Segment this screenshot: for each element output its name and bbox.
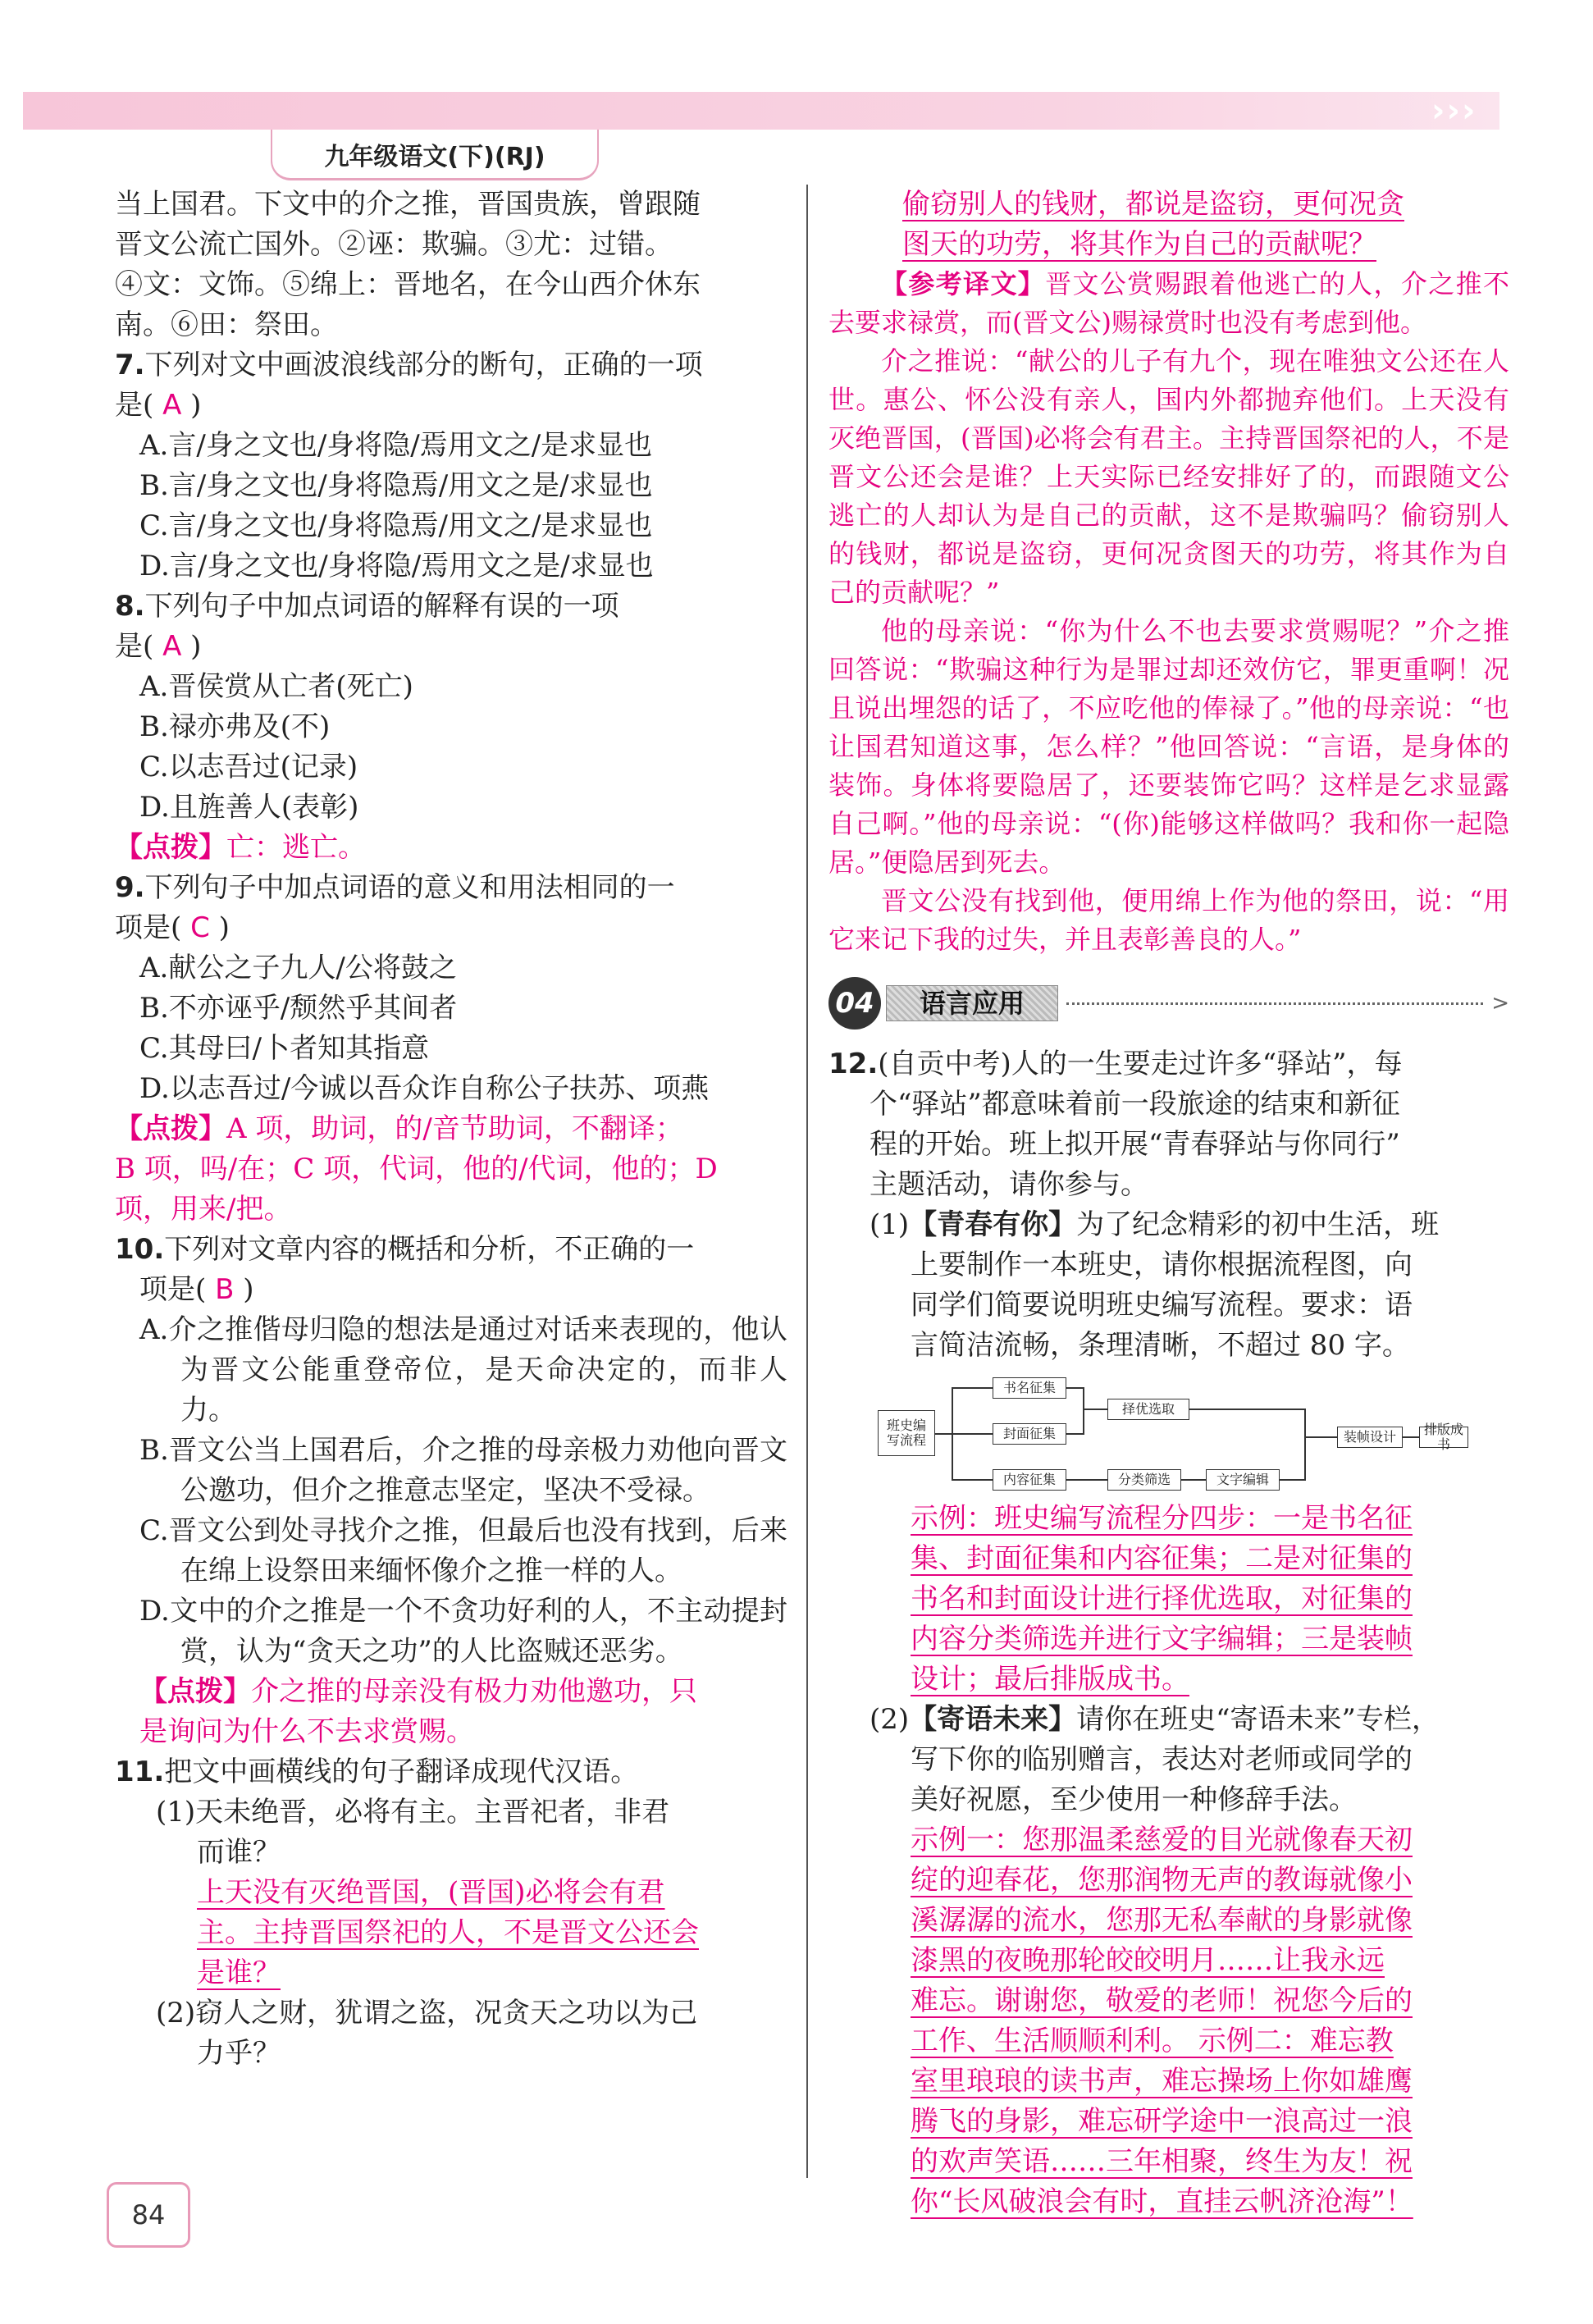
intro-line: 当上国君。下文中的介之推，晋国贵族，曾跟随: [115, 188, 701, 221]
answer-line: 工作、生活顺顺利利。 示例二：难忘教: [911, 2025, 1394, 2057]
option-a: A.介之推偕母归隐的想法是通过对话来表现的，他认为晋文公能重登帝位，是天命决定的，而非人力。: [139, 1313, 787, 1427]
stem-text: ): [190, 389, 202, 422]
sub-question-2: 美好祝愿，至少使用一种修辞手法。: [911, 1783, 1357, 1816]
stem-text: ): [218, 911, 230, 944]
answer-line: 你“长风破浪会有时，直挂云帆济沧海”！: [911, 2185, 1413, 2218]
sub-question-2: (2)窃人之财，犹谓之盗，况贪天之功以为己: [156, 1997, 698, 2030]
flow-connector: [1403, 1436, 1419, 1438]
option-b: B.言/身之文也/身将隐焉/用文之是/求显也: [139, 469, 653, 502]
flow-node: 文字编辑: [1206, 1469, 1280, 1491]
tip-text: 项，用来/把。: [115, 1193, 292, 1226]
tip-text: 是询问为什么不去求赏赐。: [139, 1715, 474, 1748]
option-c: C.晋文公到处寻找介之推，但最后也没有找到，后来在绵上设祭田来缅怀像介之推一样的人。: [139, 1514, 787, 1587]
intro-line: ④文：文饰。⑤绵上：晋地名，在今山西介休东: [115, 268, 701, 301]
flow-connector: [1280, 1479, 1304, 1481]
sub-question-1: 而谁？: [197, 1836, 281, 1869]
stem-text: 项是(: [139, 1273, 207, 1306]
answer-line: 内容分类筛选并进行文字编辑；三是装帧: [911, 1623, 1413, 1655]
answer-line: 主。主持晋国祭祀的人，不是晋文公还会: [197, 1916, 699, 1949]
stem-text: ): [243, 1273, 254, 1306]
stem-text: 是(: [115, 630, 154, 663]
question-number: 8.: [115, 590, 145, 623]
section-number-badge: 04: [828, 977, 881, 1030]
answer-line: 难忘。谢谢您，敬爱的老师！祝您今后的: [911, 1984, 1413, 2017]
flow-connector: [1066, 1479, 1107, 1481]
flow-node: 书名征集: [993, 1377, 1066, 1399]
answer-line: 示例：班史编写流程分四步：一是书名征: [911, 1502, 1413, 1535]
option-b: B.禄亦弗及(不): [139, 710, 331, 743]
question-number: 9.: [115, 871, 145, 904]
question-10: [115, 1230, 787, 1752]
translation-tag: 【参考译文】: [881, 268, 1046, 299]
intro-line: 晋文公流亡国外。②诬：欺骗。③尤：过错。: [115, 228, 673, 261]
flow-node: 排版成书: [1419, 1427, 1468, 1448]
sub-tag: 【青春有你】: [909, 1208, 1077, 1241]
translation-paragraph: 晋文公赏赐跟着他逃亡的人，介之推不去要求禄赏，而(晋文公)赐禄赏时也没有考虑到他。: [828, 268, 1509, 338]
option-d: D.且旌善人(表彰): [139, 791, 359, 824]
arrow-right-icon: >: [1491, 990, 1509, 1016]
answer-choice: B: [215, 1273, 235, 1306]
answer-line: 集、封面征集和内容征集；二是对征集的: [911, 1542, 1413, 1575]
answer-line: 室里琅琅的读书声，难忘操场上你如雄鹰: [911, 2065, 1413, 2098]
flow-connector: [1066, 1387, 1083, 1389]
option-c: C.言/身之文也/身将隐焉/用文之/是求显也: [139, 509, 653, 542]
sub-question-1: 言简洁流畅，条理清晰，不超过 80 字。: [911, 1329, 1410, 1362]
answer-line: 漆黑的夜晚那轮皎皎明月……让我永远: [911, 1944, 1385, 1977]
answer-line: 的欢声笑语……三年相聚，终生为友！祝: [911, 2145, 1413, 2178]
option-c: C.其母曰/卜者知其指意: [139, 1032, 430, 1065]
flow-connector: [1189, 1409, 1304, 1410]
sub-question-1: 同学们简要说明班史编写流程。要求：语: [911, 1289, 1413, 1322]
header-band: [23, 92, 1499, 130]
page-header-title: 九年级语文(下)(RJ): [271, 130, 599, 180]
tip-text: 介之推的母亲没有极力劝他邀功，只: [251, 1675, 697, 1708]
sub-label: (1): [870, 1208, 910, 1241]
answer-choice: C: [190, 911, 210, 944]
left-column: [115, 185, 787, 2074]
question-number: 12.: [828, 1048, 879, 1080]
translation-paragraph: 晋文公没有找到他，便用绵上作为他的祭田，说：“用它来记下我的过失，并且表彰善良的人。”: [828, 885, 1509, 955]
question-8: [115, 587, 787, 868]
intro-line: 南。⑥田：祭田。: [115, 308, 338, 341]
flow-connector: [935, 1433, 952, 1435]
question-stem: 程的开始。班上拟开展“青春驿站与你同行”: [870, 1128, 1400, 1161]
flow-node: 封面征集: [993, 1423, 1066, 1445]
sub-question-2: 请你在班史“寄语未来”专栏，: [1076, 1703, 1440, 1736]
flow-connector: [1304, 1409, 1306, 1481]
option-d: D.以志吾过/今诚以吾众诈自称公子扶苏、项燕: [139, 1072, 710, 1105]
flowchart: [878, 1376, 1468, 1491]
stem-text: ): [190, 630, 202, 663]
section-divider: [1066, 1002, 1483, 1005]
question-number: 7.: [115, 349, 145, 381]
question-stem: 把文中画横线的句子翻译成现代汉语。: [164, 1756, 639, 1788]
answer-line: 腾飞的身影，难忘研学途中一浪高过一浪: [911, 2105, 1413, 2138]
translation-paragraph: 他的母亲说：“你为什么不也去要求赏赐呢？”介之推回答说：“欺骗这种行为是罪过却还效仿它，罪更重啊！况且说出埋怨的话了，不应吃他的俸禄了。”他的母亲说：“也让国君知道这事，怎么样？”他回答说：“言语，是身体的装饰。身体将要隐居了，还要装饰它吗？这样是乞求显露自己啊。”他的母亲说：“(你)能够这样做吗？我和你一起隐居。”便隐居到死去。: [828, 615, 1509, 878]
question-number: 10.: [115, 1233, 165, 1266]
answer-line: 偷窃别人的钱财，都说是盗窃，更何况贪: [902, 188, 1404, 221]
option-c: C.以志吾过(记录): [139, 751, 358, 783]
sub-label: (2): [870, 1703, 910, 1736]
answer-line: 设计；最后排版成书。: [911, 1663, 1189, 1696]
tip-text: A 项，助词，的/音节助词，不翻译；: [226, 1112, 683, 1145]
answer-choice: A: [162, 389, 182, 422]
question-stem: (自贡中考)人的一生要走过许多“驿站”，每: [878, 1048, 1403, 1080]
option-d: D.文中的介之推是一个不贪功好利的人，不主动提封赏，认为“贪天之功”的人比盗贼还恶劣。: [139, 1595, 787, 1668]
answer-line: 示例一：您那温柔慈爱的目光就像春天初: [911, 1824, 1413, 1856]
flow-node: 内容征集: [993, 1469, 1066, 1491]
stem-text: 是(: [115, 389, 154, 422]
option-b: B.晋文公当上国君后，介之推的母亲极力劝他向晋文公邀功，但介之推意志坚定，坚决不受禄。: [139, 1434, 787, 1507]
answer-line: 上天没有灭绝晋国，(晋国)必将会有君: [197, 1876, 665, 1909]
tip-tag: 【点拨】: [139, 1675, 251, 1708]
section-header: [828, 974, 1509, 1033]
question-7: [115, 345, 787, 587]
question-9: [115, 868, 787, 1230]
flow-connector: [952, 1433, 993, 1435]
sub-question-2: 力乎？: [197, 2037, 281, 2070]
tip-text: B 项，吗/在；C 项，代词，他的/代词，他的；D: [115, 1153, 718, 1185]
header-arrows-icon: › › ›: [1431, 92, 1476, 130]
flow-connector: [1083, 1409, 1107, 1410]
flow-connector: [1083, 1387, 1084, 1435]
sub-question-1: (1)天未绝晋，必将有主。主晋祀者，非君: [156, 1796, 670, 1829]
section-title: 语言应用: [886, 985, 1058, 1021]
answer-line: 溪潺潺的流水，您那无私奉献的身影就像: [911, 1904, 1413, 1937]
flow-start: 班史编写流程: [878, 1410, 935, 1456]
answer-choice: A: [162, 630, 182, 663]
answer-line: 绽的迎春花，您那润物无声的教诲就像小: [911, 1864, 1413, 1897]
flow-connector: [952, 1387, 993, 1389]
answer-line: 是谁？: [197, 1956, 281, 1989]
reference-translation: [828, 265, 1509, 959]
question-stem: 主题活动，请你参与。: [870, 1168, 1148, 1201]
question-stem: 下列对文中画波浪线部分的断句，正确的一项: [144, 349, 703, 381]
column-divider: [806, 185, 808, 2178]
question-12: [828, 1044, 1509, 2222]
sub-question-1: 为了纪念精彩的初中生活，班: [1076, 1208, 1440, 1241]
answer-line: 图天的功劳，将其作为自己的贡献呢？: [902, 228, 1376, 261]
tip-text: 亡：逃亡。: [226, 831, 366, 864]
question-11: [115, 1752, 787, 2074]
question-stem: 下列句子中加点词语的解释有误的一项: [144, 590, 619, 623]
question-number: 11.: [115, 1756, 165, 1788]
option-a: A.言/身之文也/身将隐/焉用文之/是求显也: [139, 429, 653, 462]
stem-text: 项是(: [115, 911, 182, 944]
flow-node: 择优选取: [1107, 1399, 1189, 1420]
intro-notes: [115, 185, 787, 345]
flow-node: 分类筛选: [1107, 1469, 1181, 1491]
tip-tag: 【点拨】: [115, 1112, 226, 1145]
sub-question-2: 写下你的临别赠言，表达对老师或同学的: [911, 1743, 1413, 1776]
flow-connector: [1181, 1479, 1206, 1481]
flow-connector: [952, 1479, 993, 1481]
translation-paragraph: 介之推说：“献公的儿子有九个，现在唯独文公还在人世。惠公、怀公没有亲人，国内外都抛弃他们。上天没有灭绝晋国，(晋国)必将会有君主。主持晋国祭祀的人，不是晋文公还会是谁？上天实际已经安排好了的，而跟随文公逃亡的人却认为是自己的贡献，这不是欺骗吗？偷窃别人的钱财，都说是盗窃，更何况贪图天的功劳，将其作为自己的贡献呢？”: [828, 345, 1509, 608]
right-column: [828, 185, 1509, 2222]
option-a: A.晋侯赏从亡者(死亡): [139, 670, 413, 703]
flow-node: 装帧设计: [1337, 1427, 1403, 1448]
option-d: D.言/身之文也/身将隐/焉用文之是/求显也: [139, 550, 654, 582]
option-b: B.不亦诬乎/颓然乎其间者: [139, 992, 458, 1025]
question-stem: 个“驿站”都意味着前一段旅途的结束和新征: [870, 1088, 1400, 1121]
sub-question-1: 上要制作一本班史，请你根据流程图，向: [911, 1249, 1413, 1281]
sub-tag: 【寄语未来】: [909, 1703, 1077, 1736]
page-number: 84: [107, 2182, 190, 2248]
flow-connector: [1304, 1436, 1337, 1438]
answer-line: 书名和封面设计进行择优选取，对征集的: [911, 1582, 1413, 1615]
tip-tag: 【点拨】: [115, 831, 226, 864]
option-a: A.献公之子九人/公将鼓之: [139, 952, 457, 984]
question-stem: 下列句子中加点词语的意义和用法相同的一: [144, 871, 675, 904]
flow-connector: [1066, 1433, 1083, 1435]
question-stem: 下列对文章内容的概括和分析，不正确的一: [164, 1233, 695, 1266]
